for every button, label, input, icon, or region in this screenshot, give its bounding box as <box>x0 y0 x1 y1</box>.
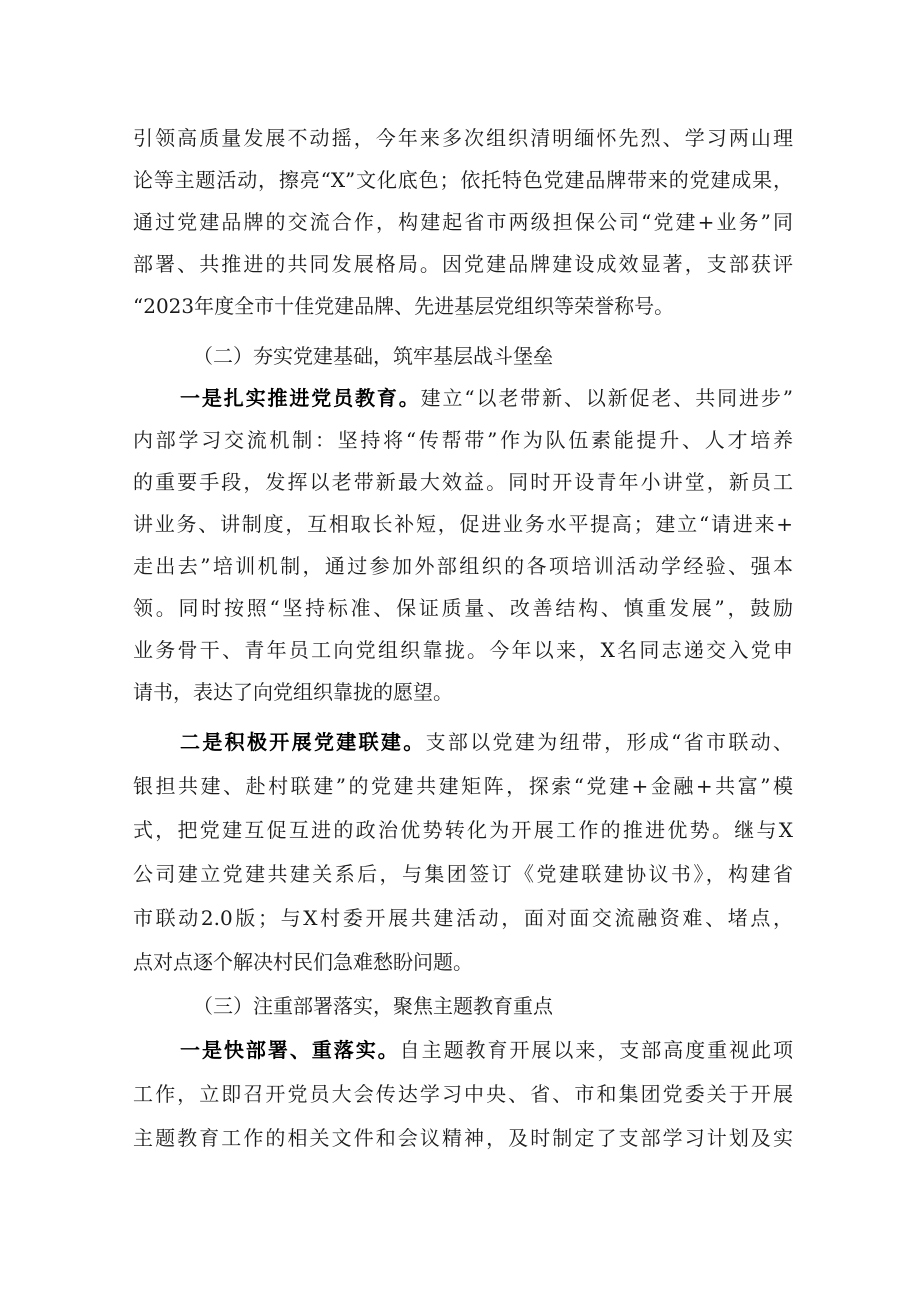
body-line: 工作，立即召开党员大会传达学习中央、省、市和集团党委关于开展 <box>133 1082 793 1106</box>
body-line: 走出去”培训机制，通过参加外部组织的各项培训活动学经验、强本 <box>133 554 793 578</box>
paragraph-first-line <box>180 1030 793 1070</box>
paragraph-lead: 二是积极开展党建联建。 <box>180 730 426 754</box>
body-line: 的重要手段，发挥以老带新最大效益。同时开设青年小讲堂，新员工 <box>133 470 793 494</box>
paragraph-lead-rest: 自主题教育开展以来，支部高度重视此项 <box>399 1038 794 1062</box>
paragraph-lead: 一是快部署、重落实。 <box>180 1038 400 1062</box>
body-line: 部署、共推进的共同发展格局。因党建品牌建设成效显著，支部获评 <box>133 252 793 276</box>
body-line: 论等主题活动，擦亮“X”文化底色；依托特色党建品牌带来的党建成果， <box>133 168 793 192</box>
paragraph-lead: 一是扎实推进党员教育。 <box>180 386 421 410</box>
body-line: 引领高质量发展不动摇，今年来多次组织清明缅怀先烈、学习两山理 <box>133 126 793 150</box>
paragraph-first-line <box>180 378 793 418</box>
section-heading: （三）注重部署落实，聚焦主题教育重点 <box>193 994 553 1018</box>
body-line: 银担共建、赴村联建”的党建共建矩阵，探索“党建+金融+共富”模 <box>133 774 793 798</box>
body-line: “2023年度全市十佳党建品牌、先进基层党组织等荣誉称号。 <box>133 294 675 318</box>
body-line: 请书，表达了向党组织靠拢的愿望。 <box>133 680 453 704</box>
body-line: 市联动2.0版；与X村委开展共建活动，面对面交流融资难、堵点， <box>133 906 793 930</box>
paragraph-first-line <box>180 722 793 762</box>
section-heading: （二）夯实党建基础，筑牢基层战斗堡垒 <box>193 344 553 368</box>
body-line: 主题教育工作的相关文件和会议精神，及时制定了支部学习计划及实 <box>133 1126 793 1150</box>
body-line: 通过党建品牌的交流合作，构建起省市两级担保公司“党建+业务”同 <box>133 210 793 234</box>
body-line: 业务骨干、青年员工向党组织靠拢。今年以来，X名同志递交入党申 <box>133 638 793 662</box>
body-line: 讲业务、讲制度，互相取长补短，促进业务水平提高；建立“请进来+ <box>133 512 793 536</box>
paragraph-lead-rest: 支部以党建为纽带，形成“省市联动、 <box>425 730 793 754</box>
body-line: 内部学习交流机制：坚持将“传帮带”作为队伍素能提升、人才培养 <box>133 428 793 452</box>
body-line: 式，把党建互促互进的政治优势转化为开展工作的推进优势。继与X <box>133 818 793 842</box>
body-line: 领。同时按照“坚持标准、保证质量、改善结构、慎重发展”，鼓励 <box>133 596 793 620</box>
body-line: 点对点逐个解决村民们急难愁盼问题。 <box>133 950 473 974</box>
body-line: 公司建立党建共建关系后，与集团签订《党建联建协议书》，构建省 <box>133 862 793 886</box>
paragraph-lead-rest: 建立“以老带新、以新促老、共同进步” <box>420 386 794 410</box>
